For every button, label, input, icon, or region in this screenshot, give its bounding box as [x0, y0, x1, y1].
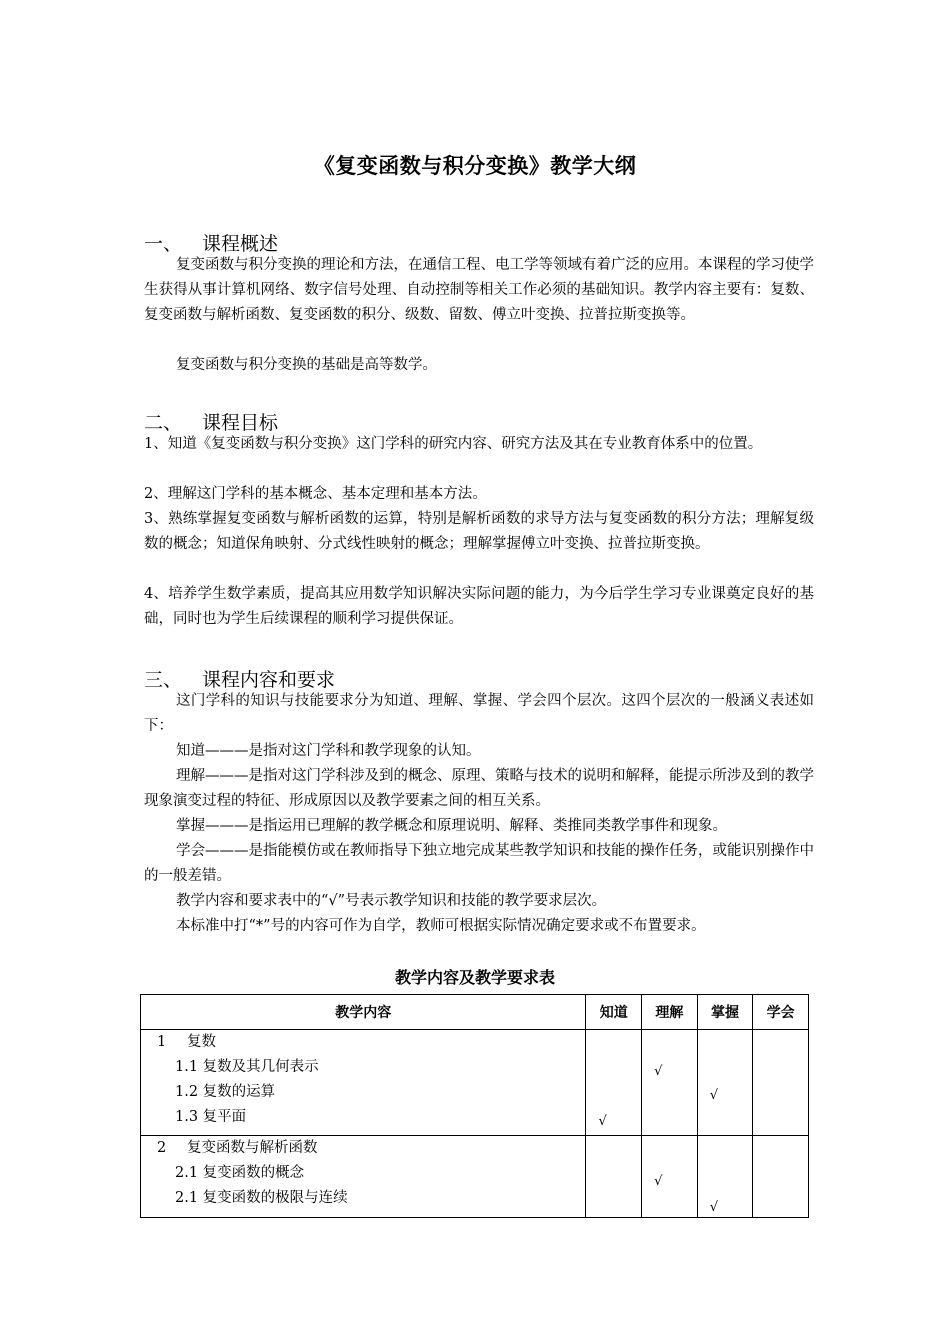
section-heading-goals	[144, 408, 278, 435]
master-cell	[697, 1136, 753, 1218]
content-paragraph-5: 学会———是指能模仿或在教师指导下独立地完成某些教学知识和技能的操作任务，或能识别操作中的一般差错。	[144, 843, 814, 884]
understand-cell	[642, 1136, 698, 1218]
master-cell	[697, 1030, 753, 1136]
know-cell	[586, 1030, 642, 1136]
check-mark: √	[654, 1174, 663, 1189]
goal-item-2: 2、理解这门学科的基本概念、基本定理和基本方法。	[144, 486, 487, 502]
know-cell	[586, 1136, 642, 1218]
chapter-cell	[141, 1030, 586, 1136]
content-paragraph-3: 理解———是指对这门学科涉及到的概念、原理、策略与技术的说明和解释，能提示所涉及到的教学现象演变过程的特征、形成原因以及教学要素之间的相互关系。	[144, 768, 814, 809]
overview-paragraph-2: 复变函数与积分变换的基础是高等数学。	[176, 357, 437, 373]
section-heading-overview	[144, 229, 278, 256]
section-number: 二、	[144, 412, 183, 434]
understand-cell	[642, 1030, 698, 1136]
goal-item-4: 4、培养学生数学素质，提高其应用数学知识解决实际问题的能力，为今后学生学习专业课奠定良好的基础，同时也为学生后续课程的顺利学习提供保证。	[144, 586, 814, 627]
document-title: 《复变函数与积分变换》教学大纲	[313, 154, 637, 178]
section-line: 1.3 复平面	[175, 1109, 247, 1125]
check-mark: √	[654, 1064, 663, 1079]
header-learn: 学会	[753, 995, 809, 1030]
check-mark: √	[709, 1200, 719, 1215]
section-heading-content	[144, 665, 335, 692]
header-understand: 理解	[642, 995, 698, 1030]
table-row	[141, 1030, 809, 1136]
content-paragraph-7: 本标准中打“*”号的内容可作为自学，教师可根据实际情况确定要求或不布置要求。	[176, 918, 706, 934]
chapter-heading	[141, 1136, 585, 1161]
header-know: 知道	[586, 995, 642, 1030]
chapter-heading	[141, 1030, 585, 1055]
table-title: 教学内容及教学要求表	[394, 968, 555, 987]
content-paragraph-2: 知道———是指对这门学科和教学现象的认知。	[176, 743, 481, 759]
learn-cell	[753, 1030, 809, 1136]
table-row	[141, 1136, 809, 1218]
check-mark: √	[598, 1114, 607, 1129]
chapter-title: 复变函数与解析函数	[187, 1140, 318, 1156]
header-master: 掌握	[697, 995, 753, 1030]
section-line: 1.1 复数及其几何表示	[175, 1059, 319, 1075]
content-paragraph-6: 教学内容和要求表中的“√”号表示教学知识和技能的教学要求层次。	[176, 893, 607, 909]
chapter-number: 2	[157, 1140, 167, 1156]
chapter-number: 1	[157, 1034, 167, 1050]
chapter-cell	[141, 1136, 586, 1218]
section-title: 课程内容和要求	[202, 669, 336, 691]
goal-item-1: 1、知道《复变函数与积分变换》这门学科的研究内容、研究方法及其在专业教育体系中的位置。	[144, 436, 763, 452]
check-mark: √	[709, 1088, 719, 1103]
requirements-table	[140, 994, 809, 1218]
section-title: 课程目标	[202, 412, 279, 434]
content-paragraph-1: 这门学科的知识与技能要求分为知道、理解、掌握、学会四个层次。这四个层次的一般涵义表述如下：	[144, 693, 814, 734]
table-header-row	[141, 995, 809, 1030]
learn-cell	[753, 1136, 809, 1218]
overview-paragraph-1: 复变函数与积分变换的理论和方法，在通信工程、电工学等领域有着广泛的应用。本课程的学习使学生获得从事计算机网络、数字信号处理、自动控制等相关工作必须的基础知识。教学内容主要有：复数、复变函数与解析函数、复变函数的积分、级数、留数、傅立叶变换、拉普拉斯变换等。	[144, 257, 814, 323]
goal-item-3: 3、熟练掌握复变函数与解析函数的运算，特别是解析函数的求导方法与复变函数的积分方法；理解复级数的概念；知道保角映射、分式线性映射的概念；理解掌握傅立叶变换、拉普拉斯变换。	[144, 511, 814, 552]
chapter-title: 复数	[187, 1034, 216, 1050]
content-paragraph-4: 掌握———是指运用已理解的教学概念和原理说明、解释、类推同类教学事件和现象。	[176, 818, 727, 834]
section-number: 三、	[144, 669, 183, 691]
section-number: 一、	[144, 233, 183, 255]
header-content: 教学内容	[141, 995, 586, 1030]
section-title: 课程概述	[202, 233, 279, 255]
section-line: 2.1 复变函数的概念	[175, 1165, 305, 1181]
section-line: 2.1 复变函数的极限与连续	[175, 1190, 348, 1206]
section-line: 1.2 复数的运算	[175, 1084, 276, 1100]
